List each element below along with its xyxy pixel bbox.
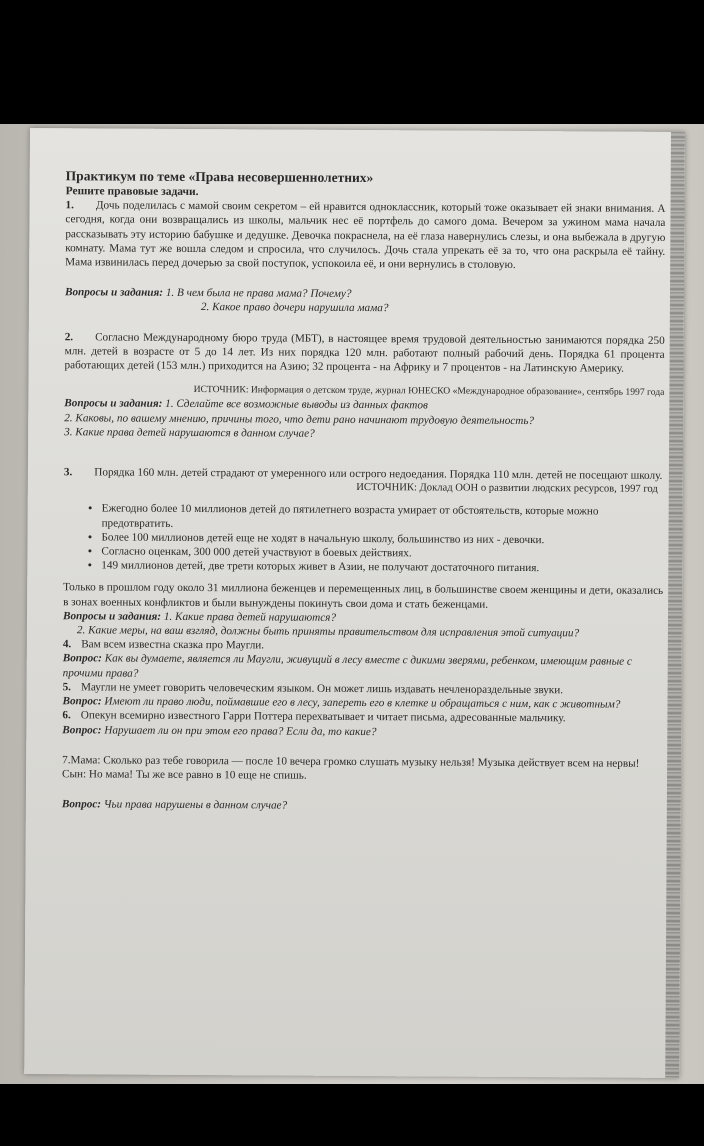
task-5-number: 5. xyxy=(62,681,72,694)
list-item: • Более 100 миллионов детей еще не ходят в начальную школу, большинство из них - девочки. xyxy=(101,530,663,548)
document-subtitle: Решите правовые задачи. xyxy=(65,185,199,199)
task-2-text: Согласно Международному бюро труда (МБТ), в настоящее время трудовой деятельностью занимаются порядка 250 млн. детей в возрасте от 5 до 14 лет. Из них порядка 120 млн. работают полный рабочий день. Порядка 61 процента работающих детей (153 млн.) приходится на Азию; 32 процента - на Африку и 7 процентов - на Латинскую Америку. xyxy=(64,331,665,375)
task-7-line-2: Сын: Но мама! Ты же все равно в 10 еще не спишь. xyxy=(62,768,307,782)
task-2 xyxy=(65,330,665,376)
task-5-question-label: Вопрос: xyxy=(62,695,102,708)
task-3-question-1-text: 1. Какие права детей нарушаются? xyxy=(163,610,337,624)
document-content xyxy=(62,168,666,815)
task-3-extra: Только в прошлом году около 31 миллиона беженцев и перемещенных лиц, в большинстве своем женщины и дети, оказались в зонах военных конфликтов и были вынуждены покинуть свои дома и стать беженцами. xyxy=(63,581,664,611)
task-7-line-1: 7.Мама: Сколько раз тебе говорила — после 10 вечера громко слушать музыку нельзя! Музыка действует всем на нервы! xyxy=(62,753,640,770)
task-3-number: 3. xyxy=(63,466,73,479)
task-3-source: ИСТОЧНИК: Доклад ООН о развитии людских ресурсов, 1997 год xyxy=(356,482,658,496)
task-6-text: Опекун всемирно известного Гарри Поттера перехватывает и читает письма, адресованные мальчику. xyxy=(80,709,566,725)
task-5-text: Маугли не умеет говорить человеческим языком. Он может лишь издавать нечленораздельные звуки. xyxy=(80,681,564,697)
task-2-question-label: Вопросы и задания: xyxy=(64,397,163,411)
task-4-question-text: Как вы думаете, является ли Маугли, живущий в лесу вместе с дикими зверями, ребенком, имеющим равные с прочими права? xyxy=(62,652,632,680)
task-1-question-2: 2. Какое право дочери нарушила мама? xyxy=(200,301,389,315)
task-6-question-label: Вопрос: xyxy=(62,723,102,736)
task-5-question-text: Имеют ли право люди, поймавшие его в лесу, запереть его в клетке и обращаться с ним, как с животным? xyxy=(104,695,621,711)
task-3-question-2: 2. Какие меры, на ваш взгляд, должны быть приняты правительством для исправления этой ситуации? xyxy=(76,624,580,640)
task-1 xyxy=(65,198,665,273)
task-3-bullet-list xyxy=(83,502,663,577)
task-7-question-label: Вопрос: xyxy=(61,798,102,811)
task-6-number: 6. xyxy=(62,709,71,722)
task-4-question xyxy=(63,652,663,684)
list-item: • 149 миллионов детей, две трети которых живет в Азии, не получают достаточного питания. xyxy=(101,559,663,577)
task-7-question xyxy=(62,797,662,815)
task-2-question-3: 3. Какие права детей нарушаются в данном случае? xyxy=(64,426,315,440)
task-2-question-1-text: 1. Сделайте все возможные выводы из данных фактов xyxy=(165,398,428,412)
task-4-number: 4. xyxy=(62,638,72,651)
list-item: • Согласно оценкам, 300 000 детей участвуют в боевых действиях. xyxy=(101,545,663,563)
task-1-question-label: Вопросы и задания: xyxy=(64,286,164,300)
task-3-text: Порядка 160 млн. детей страдают от умеренного или острого недоедания. Порядка 110 млн. детей не посещают школу. xyxy=(94,466,663,482)
task-6-question-text: Нарушает ли он при этом его права? Если да, то какие? xyxy=(104,723,377,738)
task-4-text: Вам всем известна сказка про Маугли. xyxy=(81,638,265,652)
task-1-text: Дочь поделилась с мамой своим секретом – ей нравится одноклассник, который тоже оказывает ей знаки внимания. А сегодня, когда они возвращались из школы, мальчик нес её портфель до самого дома. Вечером за ужином мама начала рассказывать эту историю бабушке и дедушке. Девочка покраснела, на её глаза навернулись слезы, и она выбежала в другую комнату. Мама тут же вошла следом и спросила, что случилось. Дочь стала упрекать её за то, что она раскрыла её тайну. Мама извинилась перед дочерью за свой поступок, успокоила её, и они вернулись в столовую. xyxy=(65,199,666,271)
task-2-source: ИСТОЧНИК: Информация о детском труде, журнал ЮНЕСКО «Международное образование», сентябрь 1997 года xyxy=(193,384,665,399)
task-3-question-label: Вопросы и задания: xyxy=(62,610,162,623)
task-1-number: 1. xyxy=(65,199,74,212)
task-4-question-label: Вопрос: xyxy=(62,652,102,665)
task-7-question-text: Чьи права нарушены в данном случае? xyxy=(103,798,288,812)
task-2-question-2: 2. Каковы, по вашему мнению, причины того, что дети рано начинают трудовую деятельность? xyxy=(64,411,535,427)
document-sheet xyxy=(24,128,685,1078)
task-1-question-1-text: 1. В чем была не права мама? Почему? xyxy=(165,287,352,301)
task-2-number: 2. xyxy=(64,330,74,343)
list-item: • Ежегодно более 10 миллионов детей до пятилетнего возраста умирает от обстоятельств, которые можно предотвратить. xyxy=(102,502,664,534)
document-title: Практикум по теме «Права несовершеннолетних» xyxy=(65,168,374,186)
